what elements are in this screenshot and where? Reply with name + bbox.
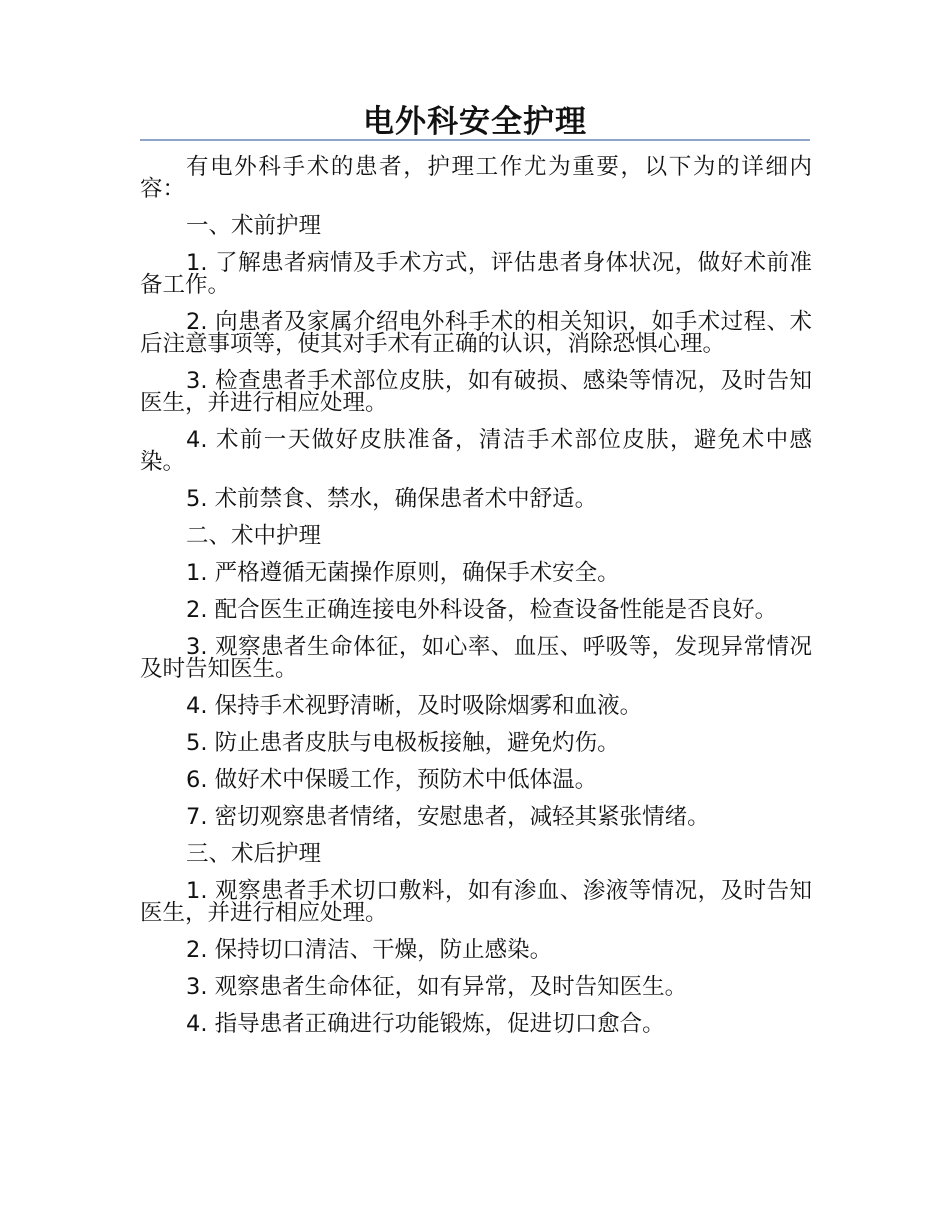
list-item: 3. 检查患者手术部位皮肤，如有破损、感染等情况，及时告知医生，并进行相应处理。 xyxy=(140,368,812,416)
list-item: 2. 向患者及家属介绍电外科手术的相关知识，如手术过程、术后注意事项等，使其对手术有正确的认识，消除恐惧心理。 xyxy=(140,309,812,357)
list-item: 4. 指导患者正确进行功能锻炼，促进切口愈合。 xyxy=(186,1011,665,1037)
list-item: 6. 做好术中保暖工作，预防术中低体温。 xyxy=(186,767,598,793)
list-item: 3. 观察患者生命体征，如有异常，及时告知医生。 xyxy=(186,974,688,1000)
list-item: 5. 术前禁食、禁水，确保患者术中舒适。 xyxy=(186,486,598,512)
list-item: 4. 保持手术视野清晰，及时吸除烟雾和血液。 xyxy=(186,693,643,719)
list-item: 1. 严格遵循无菌操作原则，确保手术安全。 xyxy=(186,560,620,586)
list-item: 2. 保持切口清洁、干燥，防止感染。 xyxy=(186,937,553,963)
section-heading-preop: 一、术前护理 xyxy=(186,213,322,239)
section-heading-postop: 三、术后护理 xyxy=(186,841,322,867)
title-underline xyxy=(140,139,810,141)
list-item: 5. 防止患者皮肤与电极板接触，避免灼伤。 xyxy=(186,730,620,756)
list-item: 2. 配合医生正确连接电外科设备，检查设备性能是否良好。 xyxy=(186,597,778,623)
intro-paragraph: 有电外科手术的患者，护理工作尤为重要，以下为的详细内容： xyxy=(140,154,812,202)
document-body xyxy=(140,156,812,1050)
section-heading-intraop: 二、术中护理 xyxy=(186,523,322,549)
list-item: 1. 了解患者病情及手术方式，评估患者身体状况，做好术前准备工作。 xyxy=(140,250,812,298)
list-item: 4. 术前一天做好皮肤准备，清洁手术部位皮肤，避免术中感染。 xyxy=(140,427,812,475)
list-item: 7. 密切观察患者情绪，安慰患者，减轻其紧张情绪。 xyxy=(186,804,710,830)
document-title: 电外科安全护理 xyxy=(363,104,587,140)
list-item: 3. 观察患者生命体征，如心率、血压、呼吸等，发现异常情况及时告知医生。 xyxy=(140,634,812,682)
list-item: 1. 观察患者手术切口敷料，如有渗血、渗液等情况，及时告知医生，并进行相应处理。 xyxy=(140,878,812,926)
